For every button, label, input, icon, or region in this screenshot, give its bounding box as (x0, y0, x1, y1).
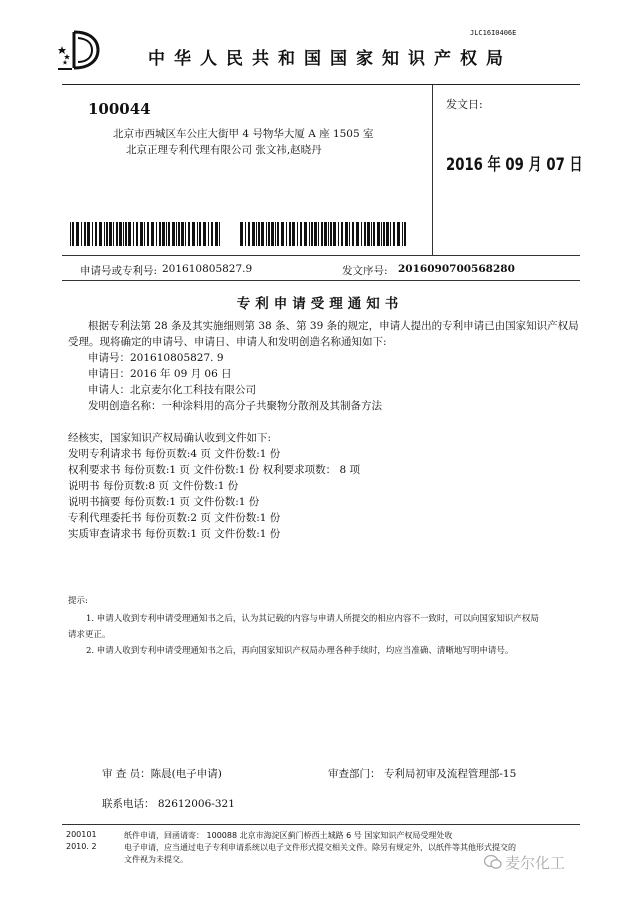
application-number-label: 申请号或专利号: (80, 265, 158, 277)
barcode-right (240, 222, 408, 246)
form-version: 2010. 2 (66, 842, 97, 851)
tip-1-cont: 请求更正。 (68, 630, 111, 640)
tip-1: 1. 申请人收到专利申请受理通知书之后，认为其记载的内容与申请人所提交的相应内容不一致时，可以向国家知识产权局 (86, 614, 539, 624)
examining-department: 审查部门： 专利局初审及流程管理部-15 (328, 768, 517, 780)
postal-code: 100044 (88, 100, 151, 118)
header-divider (62, 84, 580, 85)
tips-label: 提示: (68, 596, 88, 606)
field-application-date: 申请日：2016 年 09 月 06 日 (88, 368, 232, 380)
footer-divider (62, 824, 580, 825)
numbers-divider (62, 280, 580, 281)
issue-date-value: 2016 年 09 月 07 日 (446, 155, 583, 175)
file-item: 说明书 每份页数:8 页 文件份数:1 份 (68, 480, 239, 492)
issue-date-label: 发文日: (446, 98, 483, 111)
footer-electronic-note: 电子申请，应当通过电子专利申请系统以电子文件形式提交相关文件。除另有规定外，以纸件等其他形式提交的 (124, 843, 516, 852)
address-box-divider (432, 85, 433, 255)
barcode-left (70, 222, 221, 246)
address-box-bottom (62, 255, 580, 256)
footer-paper-note: 纸件申请，回函请寄： 100088 北京市海淀区蓟门桥西土城路 6 号 国家知识产权局受理处收 (124, 831, 453, 840)
serial-number-value: 2016090700568280 (398, 263, 515, 275)
file-item: 说明书摘要 每份页数:1 页 文件份数:1 份 (68, 496, 260, 508)
file-item: 专利代理委托书 每份页数:2 页 文件份数:1 份 (68, 512, 281, 524)
form-code: JLC16I0406E (470, 29, 517, 37)
application-number-value: 201610805827.9 (162, 263, 253, 275)
footer-electronic-note-cont: 文件视为未提交。 (124, 855, 188, 864)
serial-number-label: 发文序号: (342, 265, 388, 277)
examiner: 审 查 员：陈晨(电子申请) (102, 768, 222, 780)
field-application-number: 申请号：201610805827. 9 (88, 352, 224, 364)
recipient-agency: 北京正理专利代理有限公司 张文祎,赵晓丹 (126, 144, 322, 156)
notice-title: 专利申请受理通知书 (236, 296, 404, 312)
tip-2: 2. 申请人收到专利申请受理通知书之后，再向国家知识产权局办理各种手续时，均应当准确、清晰地写明申请号。 (86, 646, 514, 656)
field-invention-title: 发明创造名称：一种涂料用的高分子共聚物分散剂及其制备方法 (88, 400, 382, 412)
page-title: 中华人民共和国国家知识产权局 (148, 49, 512, 69)
field-applicant: 申请人：北京麦尔化工科技有限公司 (88, 384, 256, 396)
file-item: 实质审查请求书 每份页数:1 页 文件份数:1 份 (68, 528, 281, 540)
watermark-text: 麦尔化工 (505, 854, 566, 872)
form-number: 200101 (66, 830, 97, 839)
contact-phone: 联系电话： 82612006-321 (102, 798, 235, 810)
intro-text: 根据专利法第 28 条及其实施细则第 38 条、第 39 条的规定，申请人提出的专利申请已由国家知识产权局 (88, 320, 579, 332)
file-item: 发明专利请求书 每份页数:4 页 文件份数:1 份 (68, 448, 281, 460)
sipo-emblem-icon (56, 28, 102, 72)
files-intro: 经核实，国家知识产权局确认收到文件如下: (68, 432, 272, 444)
intro-text-cont: 受理。现将确定的申请号、申请日、申请人和发明创造名称通知如下: (68, 336, 387, 348)
recipient-address: 北京市西城区车公庄大街甲 4 号物华大厦 A 座 1505 室 (113, 128, 374, 140)
file-item: 权利要求书 每份页数:1 页 文件份数:1 份 权利要求项数： 8 项 (68, 464, 360, 476)
wechat-icon (484, 854, 502, 870)
